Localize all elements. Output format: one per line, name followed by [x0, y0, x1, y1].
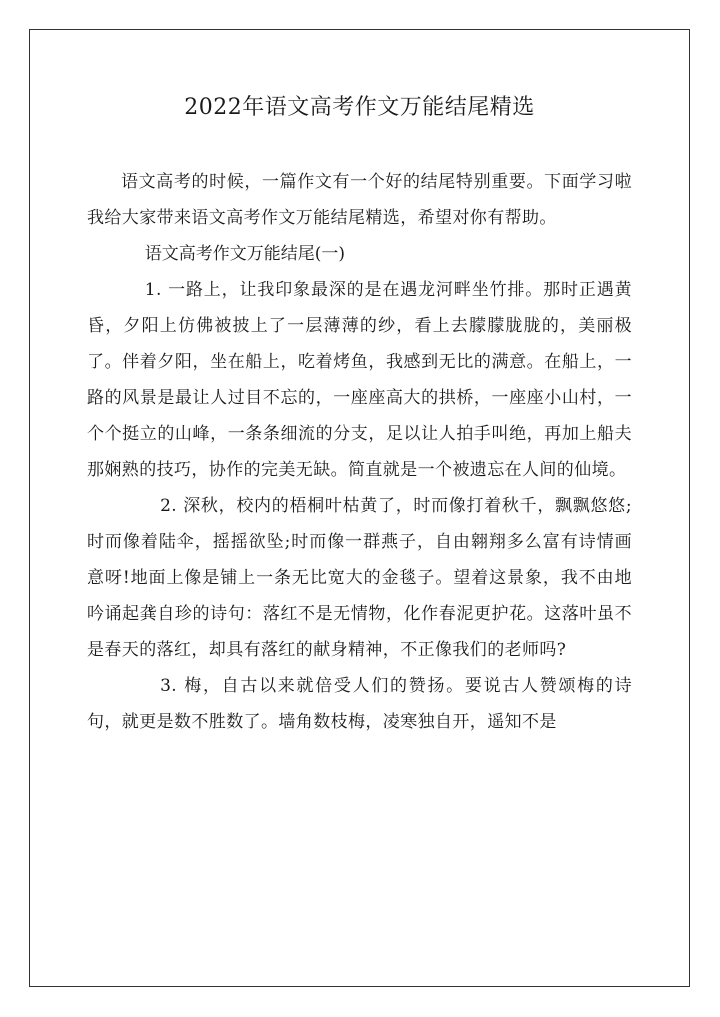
document-body — [87, 86, 632, 740]
item-3-paragraph: 3. 梅，自古以来就倍受人们的赞扬。要说古人赞颂梅的诗句，就更是数不胜数了。墙角数枝梅，凌寒独自开，遥知不是 — [87, 676, 632, 732]
section-heading: 语文高考作文万能结尾(一) — [144, 244, 346, 264]
item-1-paragraph: 1. 一路上，让我印象最深的是在遇龙河畔坐竹排。那时正遇黄昏，夕阳上仿佛被披上了一层薄薄的纱，看上去朦朦胧胧的，美丽极了。伴着夕阳，坐在船上，吃着烤鱼，我感到无比的满意。在船上，一路的风景是最让人过目不忘的，一座座高大的拱桥，一座座小山村，一个个挺立的山峰，一条条细流的分支，足以让人拍手叫绝，再加上船夫那娴熟的技巧，协作的完美无缺。简直就是一个被遗忘在人间的仙境。 — [87, 280, 632, 480]
item-2-paragraph: 2. 深秋，校内的梧桐叶枯黄了，时而像打着秋千，飘飘悠悠;时而像着陆伞，摇摇欲坠;时而像一群燕子，自由翱翔多么富有诗情画意呀!地面上像是铺上一条无比宽大的金毯子。望着这景象，我不由地吟诵起龚自珍的诗句：落红不是无情物，化作春泥更护花。这落叶虽不是春天的落红，却具有落红的献身精神，不正像我们的老师吗? — [87, 496, 632, 660]
intro-paragraph: 语文高考的时候，一篇作文有一个好的结尾特别重要。下面学习啦我给大家带来语文高考作文万能结尾精选，希望对你有帮助。 — [87, 172, 632, 228]
document-title: 2022年语文高考作文万能结尾精选 — [184, 95, 535, 120]
